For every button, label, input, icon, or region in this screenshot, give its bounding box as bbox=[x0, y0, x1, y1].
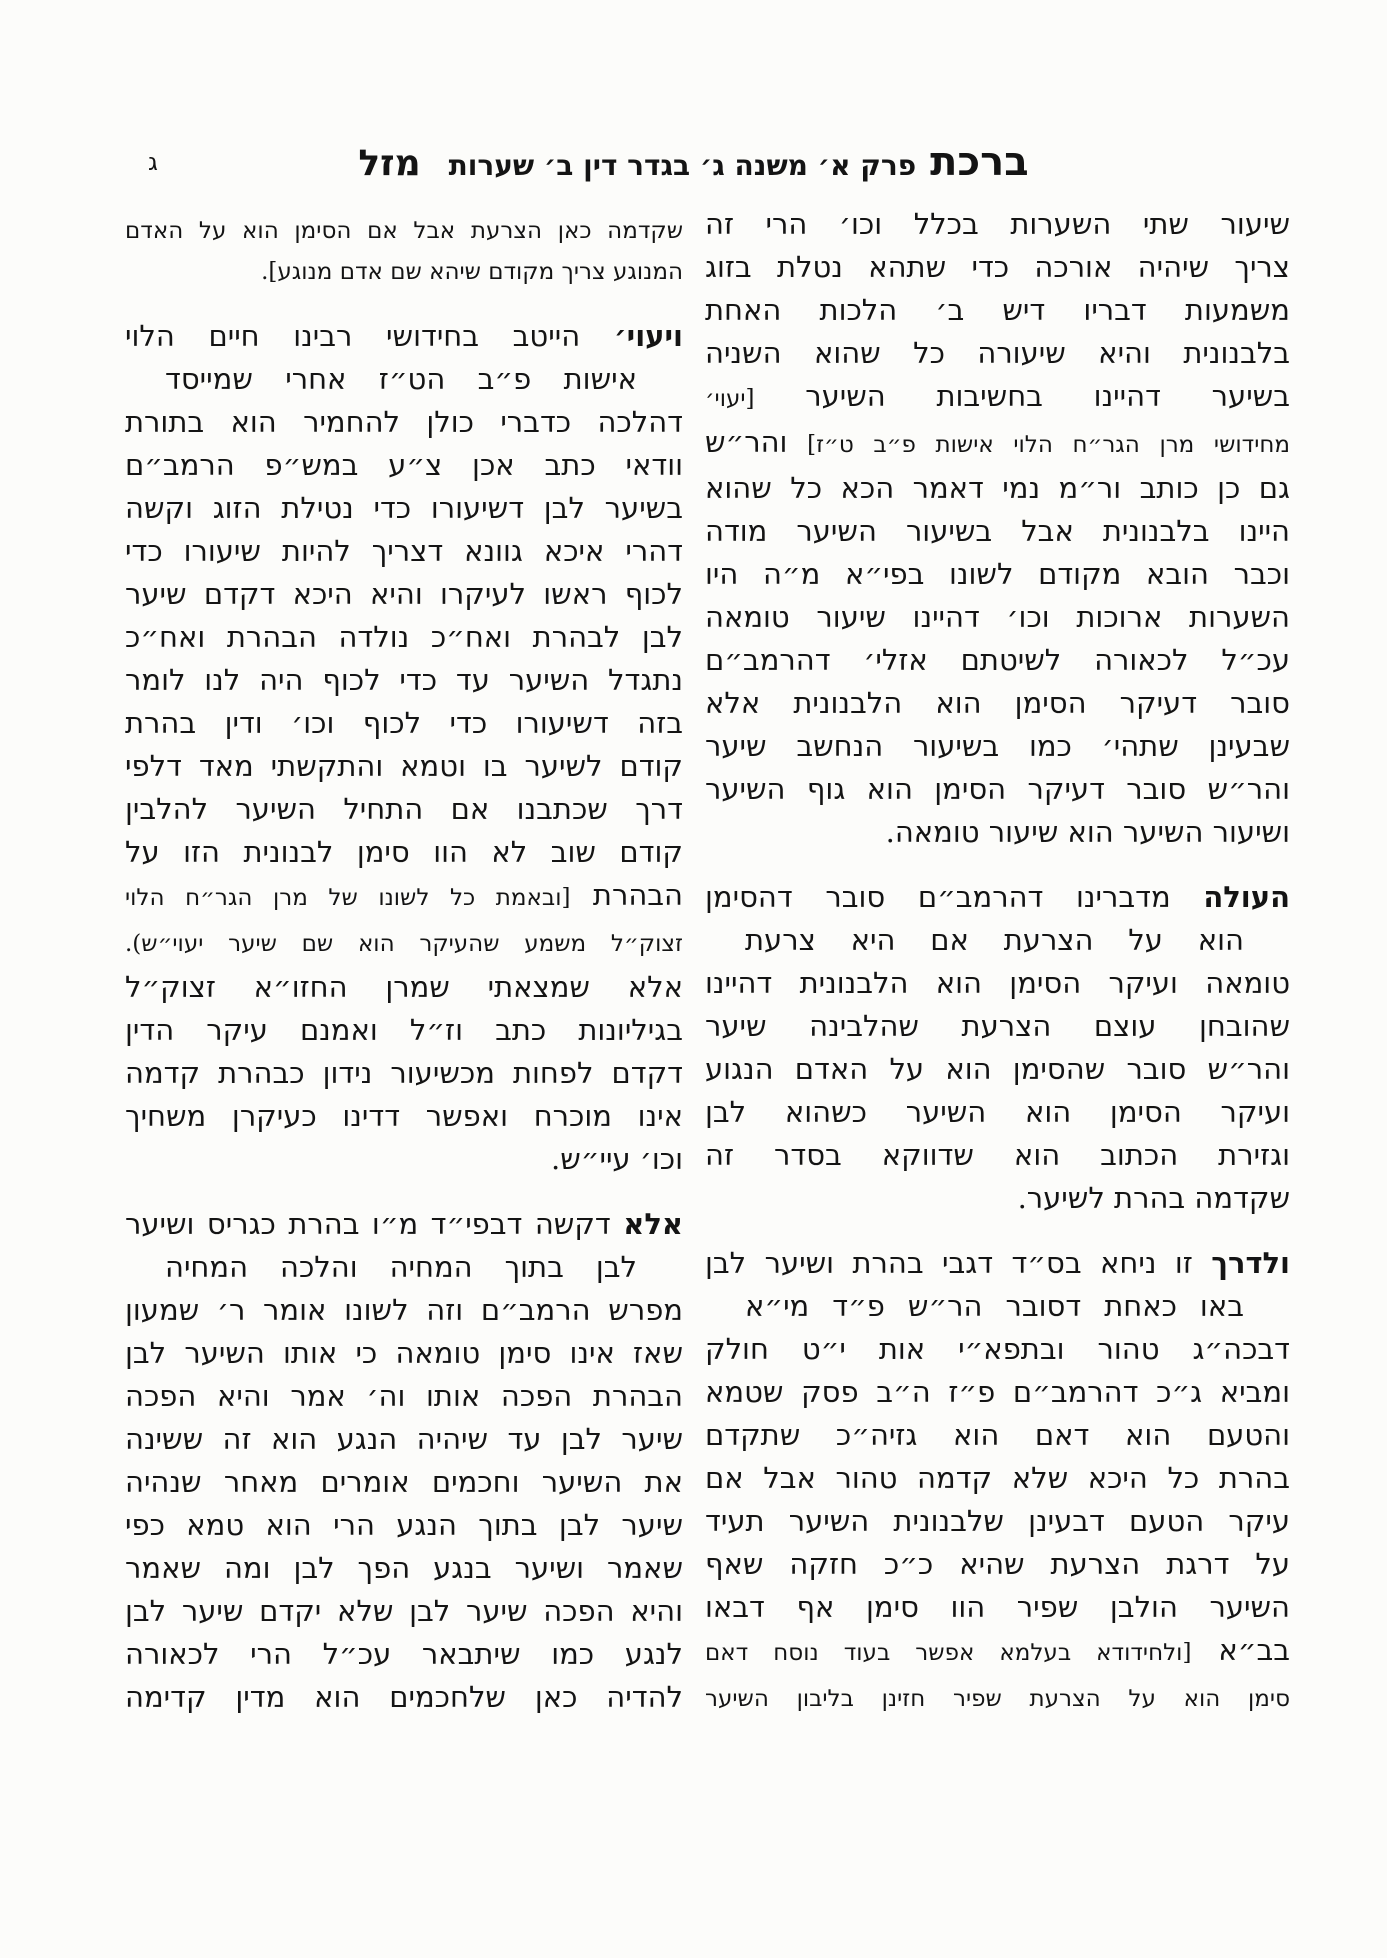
text-segment: שיער לבן עד שיהיה הנגע הוא זה ששינה bbox=[125, 1422, 683, 1456]
text-segment: צריך שיהיה אורכה כדי שתהא נטלת בזוג bbox=[705, 250, 1290, 284]
text-line bbox=[705, 962, 1290, 1005]
text-segment: לכוף ראשו לעיקרו והיא היכא דקדם שיער bbox=[125, 577, 683, 611]
text-segment: שהובחן עוצם הצרעת שהלבינה שיער bbox=[705, 1009, 1290, 1043]
text-line bbox=[125, 1504, 683, 1547]
text-line bbox=[705, 682, 1290, 725]
text-segment: והר״ש bbox=[705, 425, 788, 459]
text-line bbox=[125, 616, 683, 659]
text-segment: דקשה דבפי״ד מ״ו בהרת כגריס ושיער bbox=[125, 1207, 624, 1241]
text-segment: דהלכה כדברי כולן להחמיר הוא בתורת bbox=[125, 405, 683, 439]
text-segment: אלא שמצאתי שמרן החזו״א זצוק״ל bbox=[125, 970, 683, 1004]
text-segment: לנגע כמו שיתבאר עכ״ל הרי לכאורה bbox=[125, 1637, 683, 1671]
text-segment: והר״ש סובר דעיקר הסימן הוא גוף השיער bbox=[705, 772, 1290, 806]
text-line bbox=[705, 919, 1290, 962]
text-line bbox=[125, 358, 683, 401]
text-line bbox=[705, 246, 1290, 289]
text-segment: והיא הפכה שיער לבן שלא יקדם שיער לבן bbox=[125, 1594, 683, 1628]
text-line bbox=[705, 289, 1290, 332]
text-segment: לבן בתוך המחיה והלכה המחיה bbox=[165, 1250, 637, 1284]
text-segment: מפרש הרמב״ם וזה לשונו אומר ר׳ שמעון bbox=[125, 1293, 683, 1327]
text-line bbox=[125, 745, 683, 788]
text-segment: השיער הולבן שפיר הוו סימן אף דבאו bbox=[705, 1590, 1290, 1624]
text-line bbox=[705, 1285, 1290, 1328]
text-segment: וגזירת הכתוב הוא שדווקא בסדר זה bbox=[705, 1138, 1290, 1172]
text-segment: בלבנונית והיא שיעורה כל שהוא השניה bbox=[705, 336, 1290, 370]
paragraph bbox=[705, 876, 1290, 1220]
text-line bbox=[125, 1418, 683, 1461]
lead-word: אלא bbox=[623, 1207, 683, 1241]
text-segment: ושיעור השיער הוא שיעור טומאה. bbox=[885, 815, 1290, 849]
text-segment: זצוק״ל משמע שהעיקר הוא שם שיער יעוי״ש). bbox=[125, 931, 683, 957]
text-line bbox=[705, 876, 1290, 919]
text-line bbox=[125, 211, 683, 252]
text-segment: [ובאמת כל לשונו של מרן הגר״ח הלוי bbox=[125, 885, 571, 911]
title-masechta: ברכת bbox=[930, 138, 1029, 185]
text-line bbox=[125, 1203, 683, 1246]
text-line bbox=[125, 444, 683, 487]
column-left bbox=[125, 203, 683, 1719]
column-right bbox=[705, 203, 1290, 1721]
text-segment: שבעינן שתהי׳ כמו בשיעור הנחשב שיער bbox=[705, 729, 1290, 763]
text-segment: סימן הוא על הצרעת שפיר חזינן בליבון השיער bbox=[705, 1686, 1290, 1712]
text-segment: אינו מוכרח ואפשר דדינו כעיקרן משחיך bbox=[125, 1099, 683, 1133]
text-line bbox=[125, 315, 683, 358]
text-segment: בב״א bbox=[1191, 1633, 1290, 1667]
text-segment: ועיקר הסימן הוא השיער כשהוא לבן bbox=[705, 1095, 1290, 1129]
text-line bbox=[705, 596, 1290, 639]
text-segment: סובר דעיקר הסימן הוא הלבנונית אלא bbox=[705, 686, 1290, 720]
text-line bbox=[125, 1332, 683, 1375]
text-line bbox=[125, 702, 683, 745]
text-segment: [יעוי׳ bbox=[705, 386, 755, 412]
text-line bbox=[125, 1375, 683, 1418]
paragraph bbox=[125, 211, 683, 293]
text-segment: שאמר ושיער בנגע הפך לבן ומה שאמר bbox=[125, 1551, 683, 1585]
text-line bbox=[705, 1675, 1290, 1721]
text-line bbox=[125, 573, 683, 616]
text-segment: ומביא ג״כ דהרמב״ם פ״ז ה״ב פסק שטמא bbox=[705, 1375, 1290, 1409]
text-line bbox=[705, 1586, 1290, 1629]
text-line bbox=[705, 421, 1290, 467]
text-segment: קודם לשיער בו וטמא והתקשתי מאד דלפי bbox=[125, 749, 683, 783]
title-detail: פרק א׳ משנה ג׳ בגדר דין ב׳ שערות bbox=[448, 149, 917, 182]
text-columns bbox=[0, 185, 1387, 1721]
text-segment: [ולחידודא בעלמא אפשר בעוד נוסח דאם bbox=[705, 1640, 1192, 1666]
text-segment: דרך שכתבנו אם התחיל השיער להלבין bbox=[125, 792, 683, 826]
title-section: מזל bbox=[358, 142, 421, 184]
text-line bbox=[125, 1289, 683, 1332]
paragraph bbox=[705, 203, 1290, 854]
text-line bbox=[125, 966, 683, 1009]
text-line bbox=[705, 332, 1290, 375]
text-segment: בזה דשיעורו כדי לכוף וכו׳ ודין בהרת bbox=[125, 706, 683, 740]
text-line bbox=[705, 1091, 1290, 1134]
text-segment: לבן לבהרת ואח״כ נולדה הבהרת ואח״כ bbox=[125, 620, 683, 654]
text-line bbox=[125, 1633, 683, 1676]
text-line bbox=[125, 1461, 683, 1504]
text-line bbox=[705, 768, 1290, 811]
lead-word: העולה bbox=[1203, 880, 1290, 914]
text-line bbox=[125, 788, 683, 831]
text-segment: מדברינו דהרמב״ם סובר דהסימן bbox=[705, 880, 1204, 914]
paragraph bbox=[705, 1242, 1290, 1721]
text-segment: עיקר הטעם דבעינן שלבנונית השיער תעיד bbox=[705, 1504, 1290, 1538]
text-line bbox=[125, 1590, 683, 1633]
text-line bbox=[125, 831, 683, 874]
text-segment: עכ״ל לכאורה לשיטתם אזלי׳ דהרמב״ם bbox=[705, 643, 1290, 677]
lead-word: ולדרך bbox=[1211, 1246, 1290, 1280]
text-segment: שיער לבן בתוך הנגע הרי הוא טמא כפי bbox=[125, 1508, 683, 1542]
text-line bbox=[705, 1414, 1290, 1457]
text-segment: דבכה״ג טהור ובתפא״י אות י״ט חולק bbox=[705, 1332, 1290, 1366]
text-segment: שיעור שתי השערות בכלל וכו׳ הרי זה bbox=[705, 207, 1290, 241]
lead-word: ויעוי׳ bbox=[613, 319, 683, 353]
text-line bbox=[125, 1547, 683, 1590]
text-line bbox=[125, 659, 683, 702]
text-line bbox=[125, 401, 683, 444]
text-segment: והר״ש סובר שהסימן הוא על האדם הנגוע bbox=[705, 1052, 1290, 1086]
text-line bbox=[125, 1052, 683, 1095]
text-line bbox=[125, 252, 683, 293]
text-line bbox=[705, 203, 1290, 246]
text-segment: את השיער וחכמים אומרים מאחר שנהיה bbox=[125, 1465, 683, 1499]
text-segment: והטעם הוא דאם הוא גזיה״כ שתקדם bbox=[705, 1418, 1290, 1452]
text-segment: בגיליונות כתב וז״ל ואמנם עיקר הדין bbox=[125, 1013, 683, 1047]
page-header bbox=[0, 0, 1387, 185]
paragraph bbox=[125, 1203, 683, 1719]
text-line bbox=[705, 1457, 1290, 1500]
text-line bbox=[125, 874, 683, 920]
text-segment: שקדמה בהרת לשיער. bbox=[1017, 1181, 1290, 1215]
text-line bbox=[705, 1500, 1290, 1543]
text-line bbox=[705, 1048, 1290, 1091]
text-line bbox=[705, 1543, 1290, 1586]
text-line bbox=[705, 639, 1290, 682]
text-line bbox=[705, 725, 1290, 768]
text-segment: טומאה ועיקר הסימן הוא הלבנונית דהיינו bbox=[705, 966, 1290, 1000]
text-segment: וכו׳ עיי״ש. bbox=[551, 1142, 683, 1176]
text-line bbox=[705, 553, 1290, 596]
text-segment: המנוגע צריך מקודם שיהא שם אדם מנוגע]. bbox=[261, 259, 683, 285]
text-line bbox=[125, 1676, 683, 1719]
text-segment: וודאי כתב אכן צ״ע במש״פ הרמב״ם bbox=[125, 448, 683, 482]
text-segment: השערות ארוכות וכו׳ דהיינו שיעור טומאה bbox=[705, 600, 1290, 634]
paragraph bbox=[125, 315, 683, 1181]
text-segment: שאז אינו סימן טומאה כי אותו השיער לבן bbox=[125, 1336, 683, 1370]
text-segment: בשיער לבן דשיעורו כדי נטילת הזוג וקשה bbox=[125, 491, 683, 525]
text-line bbox=[705, 1005, 1290, 1048]
text-segment: הבהרת הפכה אותו וה׳ אמר והיא הפכה bbox=[125, 1379, 683, 1413]
text-segment: וכבר הובא מקודם לשונו בפי״א מ״ה היו bbox=[705, 557, 1290, 591]
text-segment: בהרת כל היכא שלא קדמה טהור אבל אם bbox=[705, 1461, 1290, 1495]
text-line bbox=[125, 487, 683, 530]
text-segment: על דרגת הצרעת שהיא כ״כ חזקה שאף bbox=[705, 1547, 1290, 1581]
text-segment: מחידושי מרן הגר״ח הלוי אישות פ״ב ט״ז] bbox=[787, 432, 1290, 458]
text-line bbox=[705, 375, 1290, 421]
text-line bbox=[705, 1177, 1290, 1220]
text-line bbox=[125, 1009, 683, 1052]
text-line bbox=[125, 1138, 683, 1181]
text-segment: נתגדל השיער עד כדי לכוף היה לנו לומר bbox=[125, 663, 683, 697]
page-number: ג bbox=[148, 148, 158, 176]
text-line bbox=[705, 510, 1290, 553]
text-segment: אישות פ״ב הט״ז אחרי שמייסד bbox=[165, 362, 637, 396]
text-segment: הבהרת bbox=[570, 878, 683, 912]
text-line bbox=[125, 1246, 683, 1289]
text-line bbox=[125, 920, 683, 966]
text-line bbox=[705, 1629, 1290, 1675]
text-line bbox=[705, 1242, 1290, 1285]
text-segment: הוא על הצרעת אם היא צרעת bbox=[745, 923, 1244, 957]
text-line bbox=[705, 467, 1290, 510]
text-segment: קודם שוב לא הוו סימן לבנונית הזו על bbox=[125, 835, 683, 869]
text-segment: דהרי איכא גוונא דצריך להיות שיעורו כדי bbox=[125, 534, 683, 568]
text-line bbox=[705, 1328, 1290, 1371]
text-segment: זו ניחא בס״ד דגבי בהרת ושיער לבן bbox=[705, 1246, 1212, 1280]
text-segment: באו כאחת דסובר הר״ש פ״ד מי״א bbox=[745, 1289, 1244, 1323]
text-line bbox=[125, 530, 683, 573]
text-segment: הייטב בחידושי רבינו חיים הלוי bbox=[125, 319, 614, 353]
text-segment: היינו בלבנונית אבל בשיעור השיער מודה bbox=[705, 514, 1290, 548]
text-line bbox=[125, 1095, 683, 1138]
text-line bbox=[705, 1371, 1290, 1414]
text-segment: שקדמה כאן הצרעת אבל אם הסימן הוא על האדם bbox=[125, 218, 683, 244]
text-segment: בשיער דהיינו בחשיבות השיער bbox=[754, 379, 1290, 413]
text-segment: דקדם לפחות מכשיעור נידון כבהרת קדמה bbox=[125, 1056, 683, 1090]
text-segment: משמעות דבריו דיש ב׳ הלכות האחת bbox=[705, 293, 1290, 327]
text-line bbox=[705, 1134, 1290, 1177]
text-line bbox=[705, 811, 1290, 854]
text-segment: גם כן כותב ור״מ נמי דאמר הכא כל שהוא bbox=[705, 471, 1290, 505]
text-segment: להדיה כאן שלחכמים הוא מדין קדימה bbox=[125, 1680, 683, 1714]
